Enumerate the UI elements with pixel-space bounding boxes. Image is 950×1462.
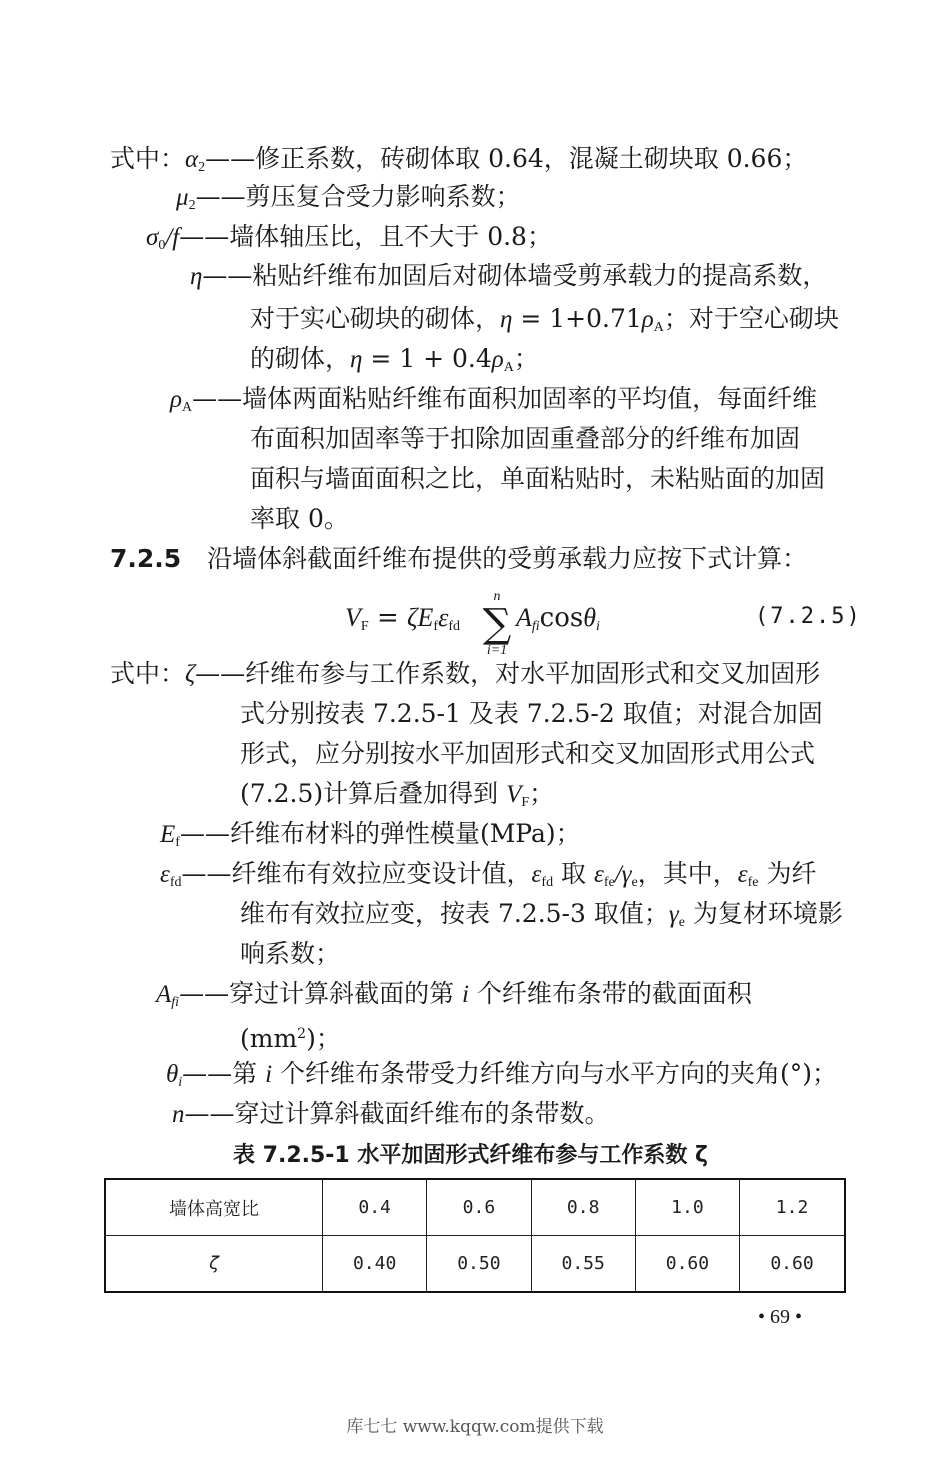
symbol-rhoA: $\rho_A$ <box>170 386 193 415</box>
sum-upper: n <box>493 589 501 604</box>
def-eta-text3c: ； <box>513 344 539 373</box>
symbol-sigma-f: $\sigma_0/f$ <box>146 224 180 253</box>
symbol-i: i <box>462 981 469 1008</box>
def-efd-text1c: ，其中， <box>637 859 738 888</box>
symbol-efd: $\varepsilon_{fd}$ <box>160 861 182 890</box>
symbol-alpha2: $\alpha_2$ <box>185 146 206 175</box>
def-eta-text2a: 对于实心砌块的砌体， <box>250 304 501 333</box>
table-cell: 0.60 <box>635 1236 739 1293</box>
def-n <box>172 1095 610 1134</box>
label-shizhong: 式中： <box>110 144 186 173</box>
formula-tail <box>516 598 600 647</box>
symbol-Afi: Afi <box>156 981 180 1010</box>
table-cell: 0.8 <box>531 1179 635 1236</box>
zeta-table <box>104 1178 846 1293</box>
formula-Afi: Afi <box>516 603 540 634</box>
symbol-gamma-e: $\gamma_e$ <box>668 901 685 930</box>
def-efd-text1b: 取 <box>553 859 594 888</box>
symbol-Ef: $E_f$ <box>160 821 180 850</box>
symbol-n: n <box>172 1101 185 1128</box>
sum-lower: i=1 <box>486 643 508 658</box>
def-zeta <box>110 655 820 694</box>
symbol-VF-inline: $V_F$ <box>506 781 530 810</box>
table-cell: 0.55 <box>531 1236 635 1293</box>
symbol-efe-over-gamma: $\varepsilon_{fe}/\gamma_e$ <box>593 861 638 890</box>
symbol-rhoA-inline-2: $\rho_A$ <box>491 346 514 375</box>
section-number: 7.2.5 <box>110 544 182 573</box>
def-rhoA-line4: 率取 0。 <box>250 504 349 533</box>
def-mu2-text: ——剪压复合受力影响系数； <box>195 182 521 211</box>
def-Afi-text2b: )； <box>306 1024 341 1053</box>
table-row <box>105 1179 845 1236</box>
def-efd-text1d: 为纤 <box>758 859 817 888</box>
def-alpha2-text: ——修正系数，砖砌体取 0.64，混凝土砌块取 0.66； <box>205 144 808 173</box>
def-eta-text3b: = 1 + 0.4 <box>362 344 492 373</box>
def-Afi-text1b: 个纤维布条带的截面面积 <box>468 979 752 1008</box>
def-theta-text1b: 个纤维布条带受力纤维方向与水平方向的夹角(°)； <box>272 1059 838 1088</box>
label-shizhong-2: 式中： <box>110 659 186 688</box>
symbol-i-2: i <box>265 1061 273 1088</box>
symbol-eta-inline: η <box>500 306 513 333</box>
def-sigma-text: ——墙体轴压比，且不大于 0.8； <box>179 222 552 251</box>
def-eta-text1: ——粘贴纤维布加固后对砌体墙受剪承载力的提高系数， <box>202 261 828 290</box>
superscript-2: 2 <box>297 1026 307 1042</box>
formula-zeta: $\zeta E_f\varepsilon_{fd}$ <box>407 603 461 634</box>
formula-sum <box>480 590 514 658</box>
symbol-mu2: $\mu_2$ <box>176 184 196 213</box>
formula-cos: cos <box>539 603 584 633</box>
def-efd-text2b: 为复材环境影 <box>684 899 843 928</box>
section-heading <box>110 540 807 578</box>
sigma-icon: ∑ <box>482 601 512 647</box>
formula-7-2-5 <box>345 598 460 647</box>
page-number: • 69 • <box>758 1306 803 1328</box>
section-text: 沿墙体斜截面纤维布提供的受剪承载力应按下式计算： <box>207 544 808 573</box>
table-head-zeta: ζ <box>105 1236 323 1293</box>
def-eta-text3a: 的砌体， <box>250 344 351 373</box>
table-cell: 0.60 <box>740 1236 845 1293</box>
def-zeta-text4a: (7.2.5)计算后叠加得到 <box>240 779 507 808</box>
def-Afi-text2a: (mm <box>240 1024 298 1053</box>
table-cell: 1.0 <box>635 1179 739 1236</box>
table-cell: 1.2 <box>740 1179 845 1236</box>
def-Afi-line2 <box>240 1015 341 1058</box>
def-zeta-text1: ——纤维布参与工作系数，对水平加固形式和交叉加固形 <box>195 659 821 688</box>
table-row <box>105 1236 845 1293</box>
def-eta <box>190 257 827 296</box>
footer-watermark: 库七七 www.kqqw.com提供下载 <box>346 1417 604 1437</box>
def-eta-text2c: ；对于空心砌块 <box>663 304 839 333</box>
def-rhoA-text1: ——墙体两面粘贴纤维布面积加固率的平均值，每面纤维 <box>192 384 818 413</box>
formula-VF: $V_F$ <box>345 603 369 634</box>
symbol-rhoA-inline: $\rho_A$ <box>641 306 664 335</box>
symbol-eta-inline-2: η <box>350 346 363 373</box>
symbol-efe: $\varepsilon_{fe}$ <box>737 861 759 890</box>
def-efd-line3: 响系数； <box>240 939 341 968</box>
symbol-theta: θi <box>166 1061 183 1090</box>
equation-number: (7.2.5) <box>755 604 862 629</box>
table-cell: 0.50 <box>427 1236 531 1293</box>
def-zeta-text4b: ； <box>529 779 555 808</box>
def-eta-text2b: = 1+0.71 <box>512 304 642 333</box>
table-cell: 0.40 <box>323 1236 427 1293</box>
table-head-ratio: 墙体高宽比 <box>105 1179 323 1236</box>
table-caption: 表 7.2.5-1 水平加固形式纤维布参与工作系数 ζ <box>233 1143 709 1168</box>
table-cell: 0.6 <box>427 1179 531 1236</box>
table-cell: 0.4 <box>323 1179 427 1236</box>
def-rhoA-line2: 布面积加固率等于扣除加固重叠部分的纤维布加固 <box>250 424 801 453</box>
def-rhoA-line3: 面积与墙面面积之比，单面粘贴时，未粘贴面的加固 <box>250 464 826 493</box>
def-theta-text1a: ——第 <box>182 1059 266 1088</box>
def-n-text: ——穿过计算斜截面纤维布的条带数。 <box>184 1099 610 1128</box>
formula-theta: θi <box>583 603 600 634</box>
formula-eq: = <box>368 603 408 633</box>
def-Ef-text: ——纤维布材料的弹性模量(MPa)； <box>179 819 581 848</box>
symbol-eta: η <box>190 263 203 290</box>
def-zeta-line2: 式分别按表 7.2.5-1 及表 7.2.5-2 取值；对混合加固 <box>240 699 823 728</box>
symbol-zeta: ζ <box>185 661 196 688</box>
def-efd-text1a: ——纤维布有效拉应变设计值， <box>181 859 532 888</box>
symbol-efd-inline: $\varepsilon_{fd}$ <box>531 861 554 890</box>
def-zeta-line3: 形式，应分别按水平加固形式和交叉加固形式用公式 <box>240 739 816 768</box>
def-Afi-text1a: ——穿过计算斜截面的第 <box>179 979 463 1008</box>
def-efd-text2a: 维布有效拉应变，按表 7.2.5-3 取值； <box>240 899 669 928</box>
